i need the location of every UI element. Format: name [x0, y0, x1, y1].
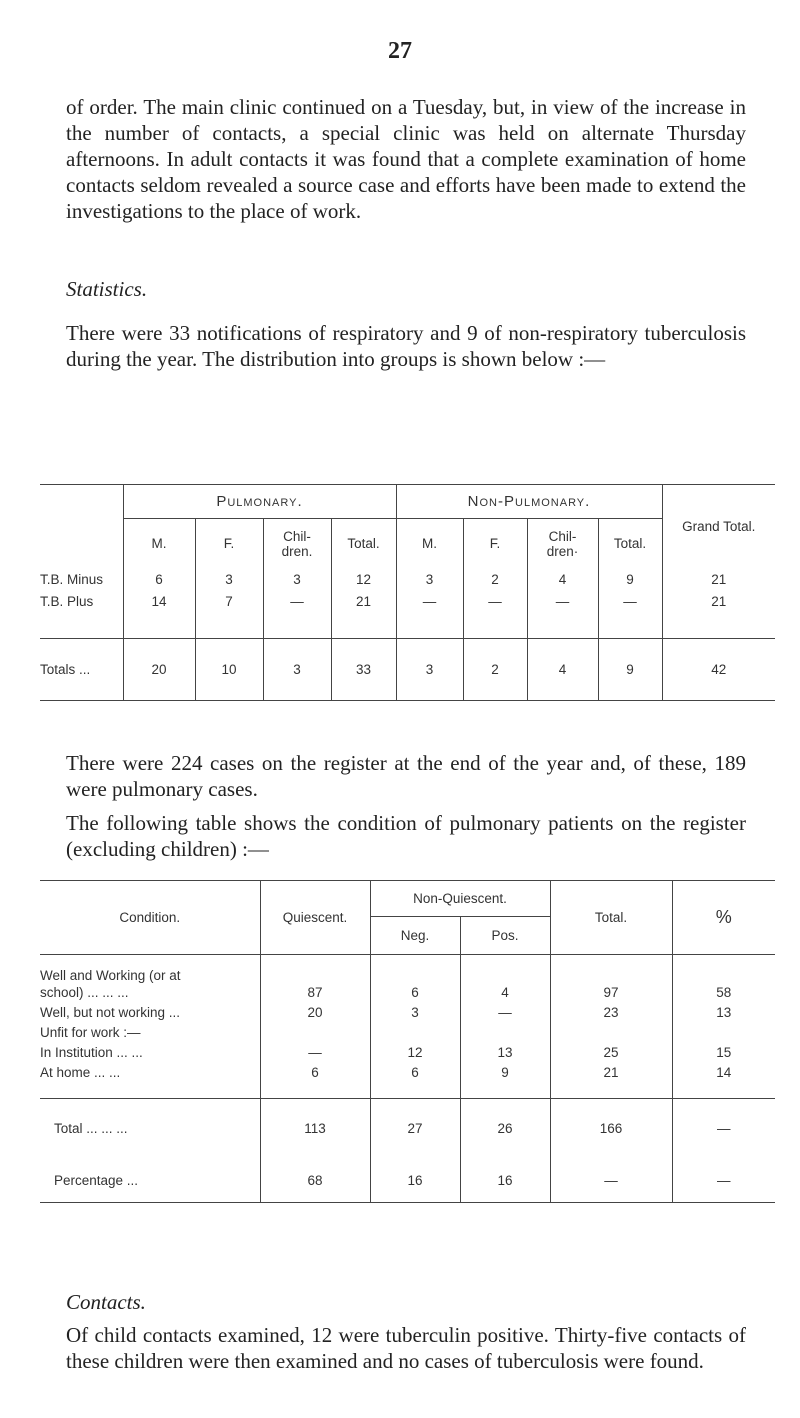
cell: 9	[598, 569, 662, 591]
pulmonary-header: Pulmonary.	[123, 485, 396, 519]
row-label: Well, but not working ...	[40, 1005, 181, 1020]
cell: 7	[195, 591, 263, 613]
stub-header	[40, 485, 123, 569]
total-row	[40, 1099, 775, 1159]
row-label: school) ... ... ...	[40, 985, 129, 1000]
cell: 3	[263, 639, 331, 701]
cell: 87	[260, 983, 370, 1003]
cell: 33	[331, 639, 396, 701]
row-label: At home ... ...	[40, 1065, 121, 1080]
subheader-pulm-m: M.	[123, 519, 195, 569]
cell: 6	[123, 569, 195, 591]
statistics-heading: Statistics.	[66, 277, 148, 301]
cell: —	[672, 1099, 775, 1159]
condition-header: Condition.	[119, 910, 181, 925]
percent-header: %	[672, 881, 775, 955]
totals-label: Totals ...	[40, 662, 91, 677]
cell: 3	[370, 1003, 460, 1023]
cell: 15	[672, 1043, 775, 1063]
non-quiescent-header: Non-Quiescent.	[370, 881, 550, 917]
cell: 4	[527, 639, 598, 701]
cell: 3	[195, 569, 263, 591]
table-row	[40, 1023, 775, 1043]
cell: 16	[370, 1159, 460, 1203]
cell: 21	[662, 569, 775, 591]
table2-intro: The following table shows the condition of pulmonary patients on the register (excluding children) :—	[66, 811, 746, 861]
table-row	[40, 569, 775, 591]
table-row	[40, 1043, 775, 1063]
contacts-paragraph: Of child contacts examined, 12 were tuberculin positive. Thirty-five contacts of these children were then examined and no cases of tuberculosis were found.	[66, 1323, 746, 1373]
percentage-row	[40, 1159, 775, 1203]
cell: 3	[263, 569, 331, 591]
row-label: T.B. Minus	[40, 572, 104, 587]
cell: —	[672, 1159, 775, 1203]
non-pulmonary-header: Non-Pulmonary.	[396, 485, 662, 519]
cell: —	[463, 591, 527, 613]
cell: —	[396, 591, 463, 613]
cell: —	[550, 1159, 672, 1203]
statistics-paragraph: There were 33 notifications of respiratory and 9 of non-respiratory tuberculosis during the year. The distribution into groups is shown below :—	[66, 321, 746, 371]
cell: 6	[370, 983, 460, 1003]
total-header: Total.	[550, 881, 672, 955]
cell: 9	[598, 639, 662, 701]
row-label: Unfit for work :—	[40, 1025, 141, 1040]
totals-row	[40, 639, 775, 701]
cell: 6	[260, 1063, 370, 1083]
intro-paragraph: of order. The main clinic continued on a Tuesday, but, in view of the increase in the number of contacts, a special clinic was held on alternate Thursday afternoons. In adult contacts it was found that a complete examination of home contacts seldom revealed a source case and efforts have been made to extend the investigations to the place of work.	[66, 95, 746, 223]
neg-header: Neg.	[370, 917, 460, 955]
cell: —	[460, 1003, 550, 1023]
cell: 166	[550, 1099, 672, 1159]
cell: 3	[396, 569, 463, 591]
cell: 4	[527, 569, 598, 591]
pos-header: Pos.	[460, 917, 550, 955]
cell: 23	[550, 1003, 672, 1023]
cell: 21	[550, 1063, 672, 1083]
cell: 12	[331, 569, 396, 591]
table-row	[40, 983, 775, 1003]
cell: 27	[370, 1099, 460, 1159]
cell: 25	[550, 1043, 672, 1063]
table-row	[40, 1063, 775, 1083]
notifications-table	[40, 484, 775, 702]
cell: 26	[460, 1099, 550, 1159]
cell: —	[598, 591, 662, 613]
cell: 6	[370, 1063, 460, 1083]
table-row	[40, 1003, 775, 1023]
cell: 14	[123, 591, 195, 613]
cell: 16	[460, 1159, 550, 1203]
subheader-nonpulm-m: M.	[396, 519, 463, 569]
subheader-nonpulm-children: Chil-dren·	[527, 519, 598, 569]
cell: 58	[672, 983, 775, 1003]
cell: 20	[123, 639, 195, 701]
cell: 113	[260, 1099, 370, 1159]
cell: 4	[460, 983, 550, 1003]
cell: 13	[672, 1003, 775, 1023]
cell: 97	[550, 983, 672, 1003]
row-label: In Institution ... ...	[40, 1045, 143, 1060]
row-label: T.B. Plus	[40, 594, 94, 609]
cell: —	[527, 591, 598, 613]
subheader-pulm-f: F.	[195, 519, 263, 569]
row-label: Well and Working (or at	[40, 967, 181, 983]
cell: 14	[672, 1063, 775, 1083]
cell: 68	[260, 1159, 370, 1203]
page-number: 27	[388, 38, 412, 64]
cell: 21	[662, 591, 775, 613]
cell: —	[263, 591, 331, 613]
contacts-heading: Contacts.	[66, 1290, 146, 1314]
cell: —	[260, 1043, 370, 1063]
cell: 9	[460, 1063, 550, 1083]
grand-total-header: Grand Total.	[662, 485, 775, 569]
total-label: Total ... ... ...	[54, 1121, 128, 1137]
cell: 3	[396, 639, 463, 701]
quiescent-header: Quiescent.	[260, 881, 370, 955]
cell: 13	[460, 1043, 550, 1063]
subheader-nonpulm-f: F.	[463, 519, 527, 569]
subheader-nonpulm-total: Total.	[598, 519, 662, 569]
cell: 2	[463, 569, 527, 591]
cell: 12	[370, 1043, 460, 1063]
cell: 20	[260, 1003, 370, 1023]
subheader-pulm-total: Total.	[331, 519, 396, 569]
percentage-label: Percentage ...	[54, 1172, 139, 1188]
cell: 42	[662, 639, 775, 701]
cell: 10	[195, 639, 263, 701]
register-paragraph: There were 224 cases on the register at the end of the year and, of these, 189 were pulmonary cases.	[66, 751, 746, 801]
subheader-pulm-children: Chil-dren.	[263, 519, 331, 569]
table-row	[40, 591, 775, 613]
cell: 2	[463, 639, 527, 701]
condition-table	[40, 880, 775, 1204]
cell: 21	[331, 591, 396, 613]
